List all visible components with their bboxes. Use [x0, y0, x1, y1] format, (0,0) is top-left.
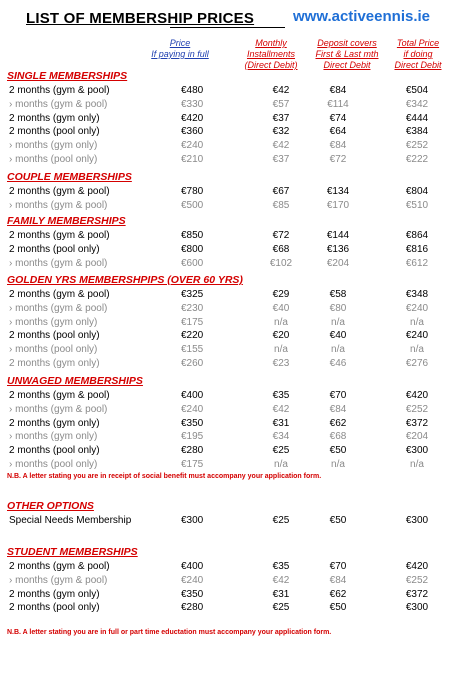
deposit-cell: €72 [329, 154, 347, 165]
table-row [0, 431, 474, 445]
table-row [0, 258, 474, 272]
table-row [0, 113, 474, 127]
total-cell: €300 [405, 515, 429, 526]
monthly-cell: €31 [272, 417, 290, 429]
total-cell: €252 [405, 140, 429, 152]
total-cell: n/a [410, 344, 424, 356]
table-row [0, 445, 474, 459]
monthly-cell: €42 [272, 574, 290, 586]
deposit-cell: €84 [329, 574, 347, 586]
price-cell: €850 [181, 230, 204, 241]
monthly-cell: n/a [274, 316, 288, 328]
price-cell: €240 [181, 574, 204, 586]
col-header-total-line: Total Price [396, 38, 440, 48]
table-row [0, 404, 474, 418]
monthly-cell: €42 [272, 403, 290, 415]
section-heading: SINGLE MEMBERSHIPS [7, 70, 128, 82]
monthly-cell: n/a [274, 459, 288, 470]
deposit-cell: n/a [331, 316, 345, 328]
membership-label: › months (gym only) [9, 431, 98, 443]
col-header-total [390, 38, 446, 71]
membership-label: 2 months (pool only) [9, 243, 100, 255]
membership-label: › months (gym & pool) [9, 574, 108, 586]
section-heading: OTHER OPTIONS [7, 500, 94, 512]
table-row [0, 358, 474, 372]
monthly-cell: €85 [272, 199, 290, 211]
table-row [0, 561, 474, 575]
table-row [0, 330, 474, 344]
total-cell: €300 [405, 602, 429, 614]
membership-label: 2 months (pool only) [9, 330, 100, 342]
deposit-cell: €62 [329, 417, 347, 429]
unwaged-note: N.B. A letter stating you are in receipt of social benefit must accompany your application form. [7, 473, 322, 480]
table-row [0, 418, 474, 432]
membership-label: › months (pool only) [9, 344, 98, 356]
col-header-price-line: Price [169, 38, 191, 48]
membership-label: › months (gym & pool) [9, 257, 108, 269]
membership-label: 2 months (gym & pool) [9, 230, 110, 241]
price-cell: €420 [181, 112, 204, 124]
col-header-monthly-line: (Direct Debit) [244, 60, 298, 70]
deposit-cell: €74 [329, 112, 347, 124]
table-row [0, 154, 474, 168]
section-heading: GOLDEN YRS MEMBERSHPIPS (OVER 60 YRS) [7, 274, 243, 286]
total-cell: €864 [405, 230, 429, 241]
col-header-total-line: Direct Debit [394, 60, 442, 70]
website-link[interactable]: www.activeennis.ie [293, 8, 430, 25]
table-row [0, 317, 474, 331]
price-cell: €360 [181, 126, 204, 138]
table-row [0, 390, 474, 404]
monthly-cell: €25 [272, 515, 290, 526]
col-header-deposit [308, 38, 386, 71]
monthly-cell: €34 [272, 431, 290, 443]
price-cell: €280 [181, 445, 204, 457]
deposit-cell: €50 [329, 602, 347, 614]
monthly-cell: €42 [272, 140, 290, 152]
membership-label: › months (pool only) [9, 459, 98, 470]
total-cell: €816 [405, 243, 429, 255]
price-cell: €500 [181, 199, 204, 211]
total-cell: €420 [405, 390, 429, 401]
membership-label: › months (gym only) [9, 140, 98, 152]
membership-label: › months (gym & pool) [9, 98, 108, 110]
table-row [0, 244, 474, 258]
deposit-cell: €70 [329, 390, 347, 401]
table-row [0, 230, 474, 244]
membership-label: › months (gym & pool) [9, 403, 108, 415]
price-cell: €330 [181, 98, 204, 110]
col-header-monthly-line: Monthly [255, 38, 287, 48]
monthly-cell: €42 [272, 85, 290, 96]
price-cell: €230 [181, 302, 204, 314]
table-row [0, 140, 474, 154]
table-row [0, 602, 474, 616]
deposit-cell: €68 [329, 431, 347, 443]
monthly-cell: €102 [269, 257, 293, 269]
price-cell: €800 [181, 243, 204, 255]
col-header-monthly-line: Installments [246, 49, 296, 59]
total-cell: €276 [405, 358, 429, 369]
monthly-cell: €20 [272, 330, 290, 342]
price-cell: €350 [181, 588, 204, 600]
col-header-deposit-line: First & Last mth [315, 49, 379, 59]
total-cell: €504 [405, 85, 429, 96]
col-header-deposit-line: Deposit covers [317, 38, 377, 48]
total-cell: €384 [405, 126, 429, 138]
monthly-cell: €72 [272, 230, 290, 241]
total-cell: €222 [405, 154, 429, 165]
table-row [0, 589, 474, 603]
price-cell: €280 [181, 602, 204, 614]
monthly-cell: €35 [272, 390, 290, 401]
deposit-cell: €50 [329, 515, 347, 526]
table-row [0, 575, 474, 589]
total-cell: €348 [405, 289, 429, 300]
membership-label: 2 months (gym only) [9, 112, 100, 124]
price-cell: €175 [181, 316, 204, 328]
monthly-cell: €29 [272, 289, 290, 300]
membership-label: › months (pool only) [9, 154, 98, 165]
total-cell: n/a [410, 316, 424, 328]
price-cell: €175 [181, 459, 204, 470]
price-cell: €400 [181, 561, 204, 572]
col-header-total-line: if doing [403, 49, 433, 59]
deposit-cell: €144 [326, 230, 350, 241]
deposit-cell: €134 [326, 186, 350, 197]
price-cell: €240 [181, 403, 204, 415]
section-heading: UNWAGED MEMBERSHIPS [7, 375, 143, 387]
total-cell: €252 [405, 574, 429, 586]
membership-label: 2 months (gym & pool) [9, 186, 110, 197]
deposit-cell: €84 [329, 140, 347, 152]
deposit-cell: n/a [331, 344, 345, 356]
deposit-cell: €40 [329, 330, 347, 342]
monthly-cell: €31 [272, 588, 290, 600]
deposit-cell: €114 [327, 98, 349, 110]
membership-label: 2 months (gym only) [9, 417, 100, 429]
membership-label: 2 months (gym & pool) [9, 390, 110, 401]
membership-label: › months (gym & pool) [9, 199, 108, 211]
membership-label: 2 months (gym & pool) [9, 289, 110, 300]
col-header-price-line: If paying in full [151, 49, 209, 59]
monthly-cell: n/a [274, 344, 288, 356]
membership-label: 2 months (pool only) [9, 602, 100, 614]
student-note: N.B. A letter stating you are in full or part time eductation must accompany your application form. [7, 629, 332, 636]
monthly-cell: €68 [272, 243, 290, 255]
deposit-cell: €58 [329, 289, 347, 300]
monthly-cell: €67 [272, 186, 290, 197]
price-cell: €400 [181, 390, 204, 401]
price-cell: €600 [181, 257, 204, 269]
monthly-cell: €32 [272, 126, 290, 138]
table-row [0, 186, 474, 200]
total-cell: €420 [405, 561, 429, 572]
col-header-deposit-line: Direct Debit [323, 60, 371, 70]
membership-label: › months (gym only) [9, 316, 98, 328]
total-cell: €300 [405, 445, 429, 457]
table-row [0, 303, 474, 317]
membership-label: 2 months (pool only) [9, 445, 100, 457]
price-cell: €220 [181, 330, 204, 342]
deposit-cell: €80 [329, 302, 347, 314]
price-cell: €195 [181, 431, 204, 443]
total-cell: €372 [405, 417, 429, 429]
total-cell: n/a [410, 459, 424, 470]
membership-label: 2 months (gym only) [9, 588, 100, 600]
membership-label: Special Needs Membership [9, 515, 132, 526]
total-cell: €804 [405, 186, 429, 197]
table-row [0, 289, 474, 303]
deposit-cell: €136 [326, 243, 350, 255]
price-cell: €480 [181, 85, 204, 96]
deposit-cell: €50 [329, 445, 347, 457]
table-row [0, 459, 474, 473]
table-row [0, 515, 474, 529]
monthly-cell: €40 [272, 302, 290, 314]
table-row [0, 200, 474, 214]
membership-label: 2 months (gym only) [9, 358, 100, 369]
total-cell: €252 [405, 403, 429, 415]
monthly-cell: €37 [272, 154, 290, 165]
price-cell: €155 [181, 344, 204, 356]
table-row [0, 85, 474, 99]
table-row [0, 344, 474, 358]
membership-label: 2 months (pool only) [9, 126, 100, 138]
deposit-cell: €62 [329, 588, 347, 600]
deposit-cell: €84 [329, 85, 347, 96]
monthly-cell: €57 [272, 98, 290, 110]
membership-label: › months (gym & pool) [9, 302, 108, 314]
price-cell: €300 [181, 515, 204, 526]
total-cell: €342 [405, 98, 429, 110]
monthly-cell: €35 [272, 561, 290, 572]
table-row [0, 126, 474, 140]
price-cell: €350 [181, 417, 204, 429]
price-cell: €210 [181, 154, 204, 165]
section-heading: COUPLE MEMBERSHIPS [7, 171, 132, 183]
total-cell: €240 [405, 330, 429, 342]
price-cell: €260 [181, 358, 204, 369]
title-underline [170, 27, 285, 28]
membership-label: 2 months (gym & pool) [9, 85, 110, 96]
price-cell: €325 [181, 289, 204, 300]
total-cell: €240 [405, 302, 429, 314]
col-header-monthly [236, 38, 306, 71]
table-row [0, 99, 474, 113]
deposit-cell: €84 [329, 403, 347, 415]
total-cell: €510 [405, 199, 429, 211]
deposit-cell: €70 [329, 561, 347, 572]
deposit-cell: n/a [331, 459, 345, 470]
deposit-cell: €46 [329, 358, 347, 369]
monthly-cell: €25 [272, 602, 290, 614]
deposit-cell: €170 [326, 199, 350, 211]
section-heading: STUDENT MEMBERSHIPS [7, 546, 138, 558]
monthly-cell: €25 [272, 445, 290, 457]
price-cell: €240 [181, 140, 204, 152]
membership-label: 2 months (gym & pool) [9, 561, 110, 572]
price-cell: €780 [181, 186, 204, 197]
total-cell: €444 [405, 112, 429, 124]
page-title: LIST OF MEMBERSHIP PRICES [26, 10, 255, 27]
total-cell: €372 [405, 588, 429, 600]
deposit-cell: €204 [326, 257, 350, 269]
monthly-cell: €37 [272, 112, 290, 124]
section-heading: FAMILY MEMBERSHIPS [7, 215, 126, 227]
total-cell: €204 [405, 431, 429, 443]
total-cell: €612 [405, 257, 429, 269]
col-header-price [150, 38, 210, 60]
monthly-cell: €23 [272, 358, 290, 369]
deposit-cell: €64 [329, 126, 347, 138]
